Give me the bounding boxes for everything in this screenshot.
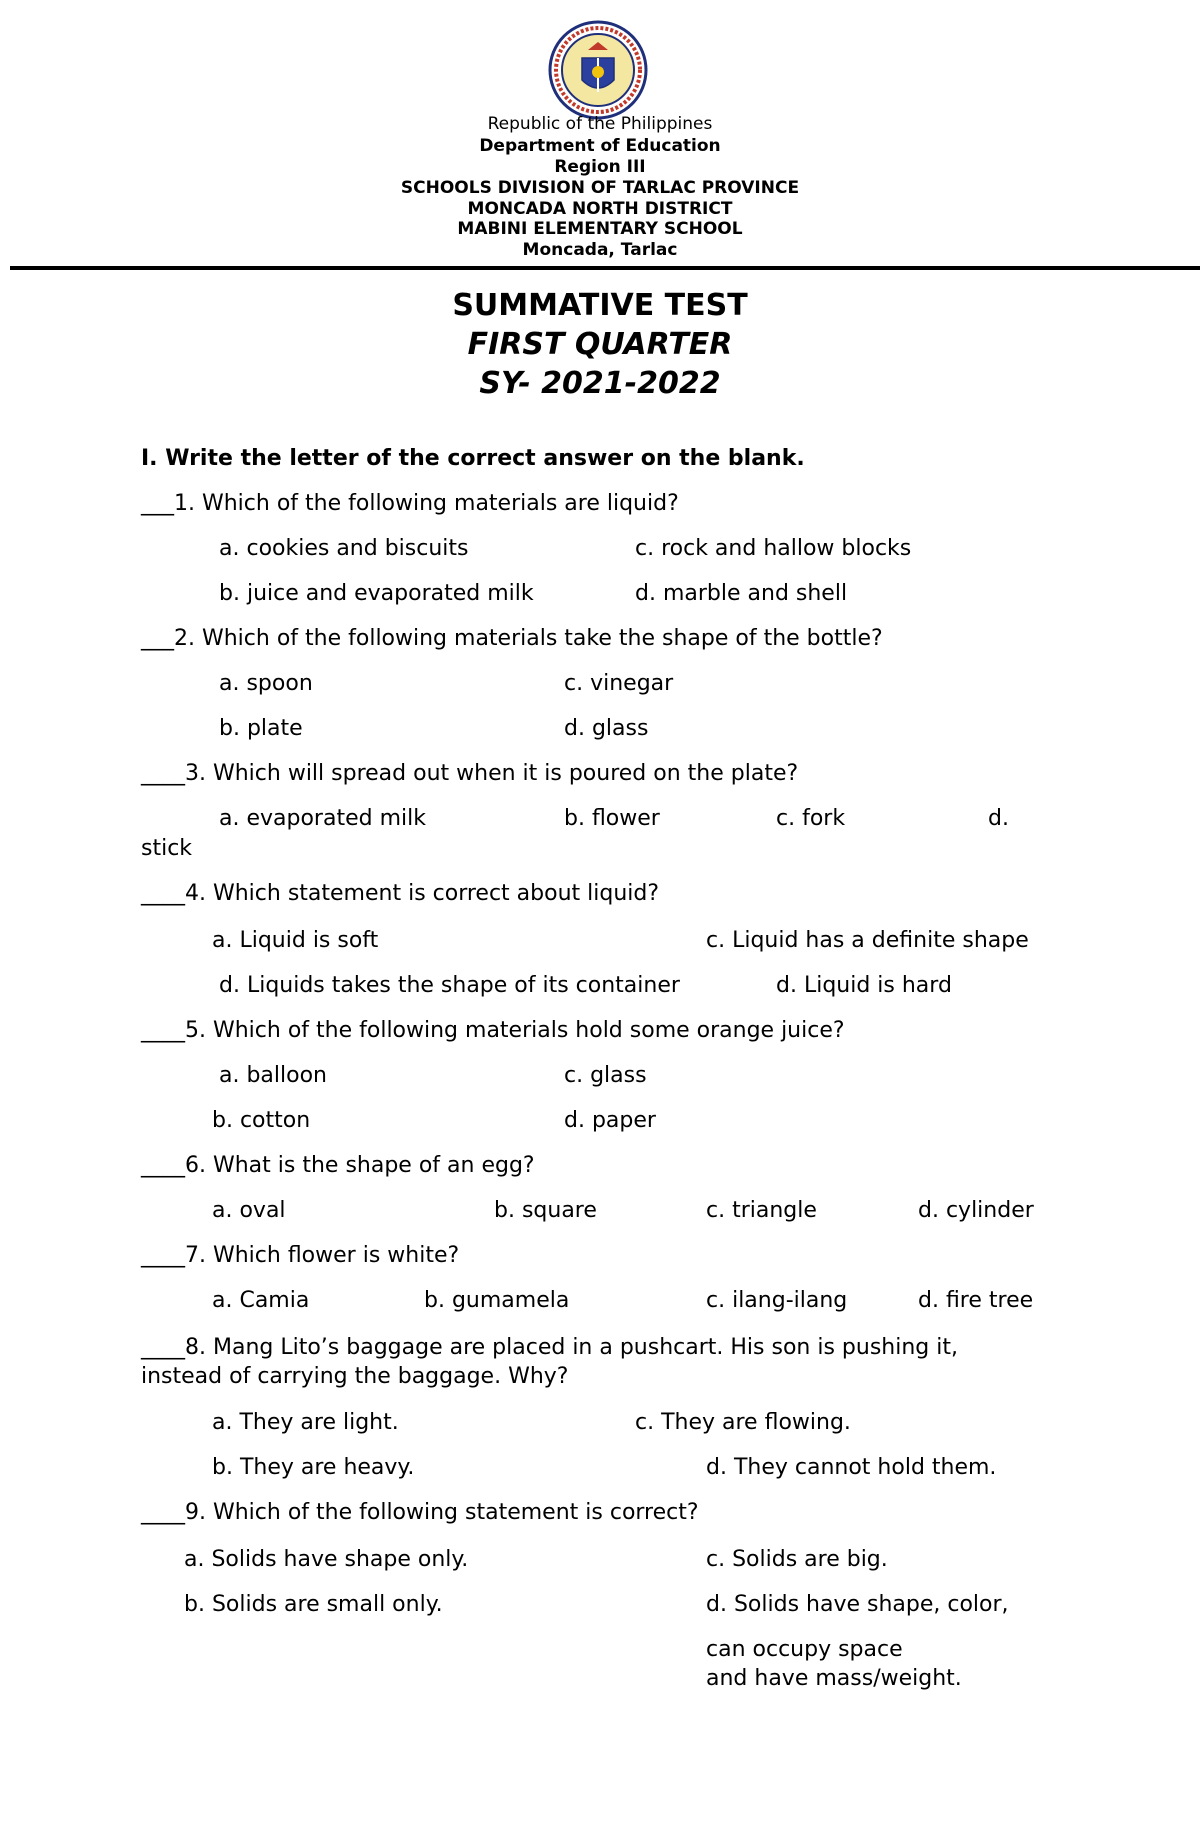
deped-seal-icon	[548, 20, 648, 120]
choice-9d-cont2: and have mass/weight.	[706, 1666, 962, 1691]
region-name: Region III	[554, 157, 646, 177]
choice-9d-cont1: can occupy space	[706, 1637, 903, 1662]
choice-7d: d. fire tree	[918, 1288, 1034, 1313]
choice-1a: a. cookies and biscuits	[219, 536, 469, 561]
test-title: SUMMATIVE TEST	[452, 288, 748, 323]
choice-1d: d. marble and shell	[635, 581, 848, 606]
question-2: ___2. Which of the following materials take the shape of the bottle?	[141, 626, 883, 651]
choice-2b: b. plate	[219, 716, 303, 741]
choice-2c: c. vinegar	[564, 671, 674, 696]
choice-8a: a. They are light.	[212, 1410, 399, 1435]
choice-2d: d. glass	[564, 716, 649, 741]
choice-7b: b. gumamela	[424, 1288, 570, 1313]
choice-9a: a. Solids have shape only.	[184, 1547, 469, 1572]
choice-4a: a. Liquid is soft	[212, 928, 379, 953]
choice-5c: c. glass	[564, 1063, 647, 1088]
choice-4d1: d. Liquids takes the shape of its container	[219, 973, 680, 998]
division-name: SCHOOLS DIVISION OF TARLAC PROVINCE	[400, 178, 800, 198]
choice-5d: d. paper	[564, 1108, 656, 1133]
instruction: I. Write the letter of the correct answer on the blank.	[141, 446, 805, 471]
choice-6c: c. triangle	[706, 1198, 817, 1223]
quarter-title: FIRST QUARTER	[467, 327, 733, 362]
choice-5a: a. balloon	[219, 1063, 328, 1088]
choice-9c: c. Solids are big.	[706, 1547, 888, 1572]
choice-6d: d. cylinder	[918, 1198, 1034, 1223]
choice-7c: c. ilang-ilang	[706, 1288, 848, 1313]
choice-4d2: d. Liquid is hard	[776, 973, 952, 998]
school-name: MABINI ELEMENTARY SCHOOL	[457, 219, 743, 239]
choice-9b: b. Solids are small only.	[184, 1592, 443, 1617]
choice-3c: c. fork	[776, 806, 846, 831]
choice-3d: d.	[988, 806, 1009, 831]
question-7: ____7. Which flower is white?	[141, 1243, 460, 1268]
question-9: ____9. Which of the following statement is correct?	[141, 1500, 699, 1525]
choice-3d-text: stick	[141, 836, 193, 861]
department-name: Department of Education	[479, 136, 721, 156]
choice-9d: d. Solids have shape, color,	[706, 1592, 1009, 1617]
header-divider	[10, 266, 1200, 270]
choice-7a: a. Camia	[212, 1288, 310, 1313]
choice-8d: d. They cannot hold them.	[706, 1455, 997, 1480]
choice-8c: c. They are flowing.	[635, 1410, 851, 1435]
question-5: ____5. Which of the following materials hold some orange juice?	[141, 1018, 845, 1043]
country-name: Republic of the Philippines	[487, 114, 713, 134]
choice-6b: b. square	[494, 1198, 597, 1223]
school-year: SY- 2021-2022	[479, 366, 721, 401]
question-1: ___1. Which of the following materials are liquid?	[141, 491, 679, 516]
question-3: ____3. Which will spread out when it is poured on the plate?	[141, 761, 799, 786]
question-6: ____6. What is the shape of an egg?	[141, 1153, 535, 1178]
district-name: MONCADA NORTH DISTRICT	[467, 199, 733, 219]
choice-4c: c. Liquid has a definite shape	[706, 928, 1029, 953]
choice-3b: b. flower	[564, 806, 660, 831]
choice-5b: b. cotton	[212, 1108, 311, 1133]
school-location: Moncada, Tarlac	[522, 240, 678, 260]
choice-3a: a. evaporated milk	[219, 806, 426, 831]
choice-1b: b. juice and evaporated milk	[219, 581, 534, 606]
choice-2a: a. spoon	[219, 671, 313, 696]
choice-8b: b. They are heavy.	[212, 1455, 415, 1480]
question-8: ____8. Mang Lito’s baggage are placed in a pushcart. His son is pushing it,	[141, 1335, 958, 1360]
choice-1c: c. rock and hallow blocks	[635, 536, 912, 561]
question-4: ____4. Which statement is correct about liquid?	[141, 881, 660, 906]
choice-6a: a. oval	[212, 1198, 286, 1223]
question-8-cont: instead of carrying the baggage. Why?	[141, 1364, 569, 1389]
